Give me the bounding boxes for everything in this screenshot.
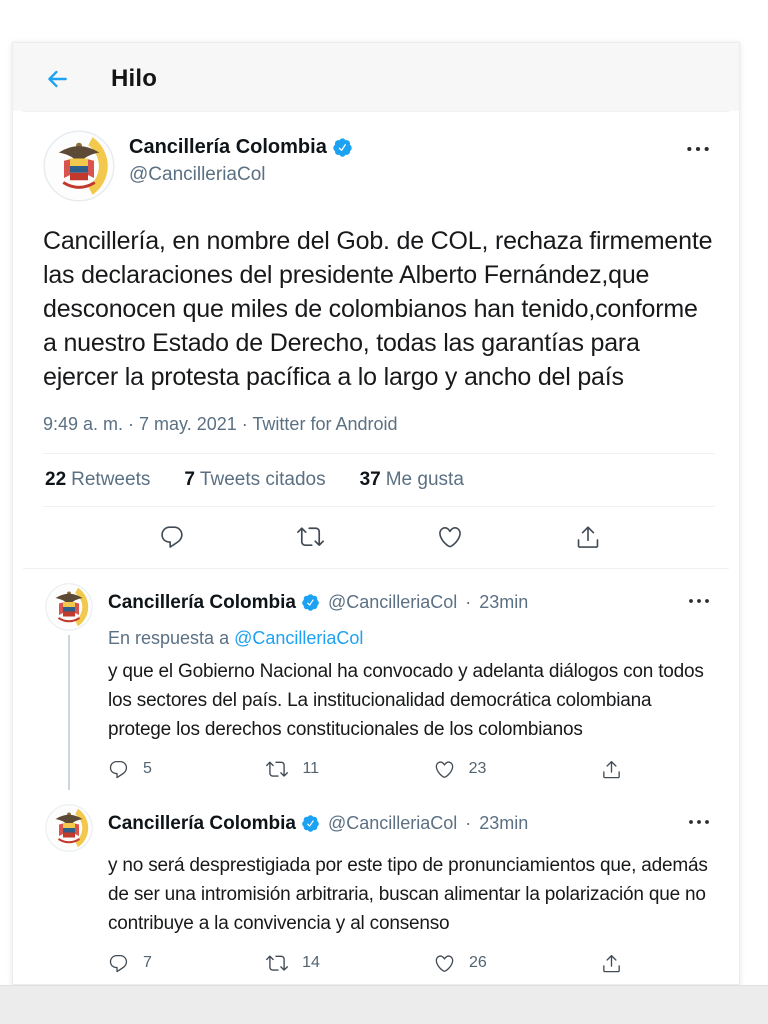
colombia-coat-of-arms-avatar[interactable] [45,583,93,631]
more-button[interactable] [681,806,717,843]
main-tweet-header [43,130,717,202]
reply-1-content [108,583,717,790]
share-upload-icon [575,524,601,550]
reply-button[interactable] [108,759,152,780]
reply-2-gutter [45,804,93,984]
tweet-timestamp: 9:49 a. m. · 7 may. 2021 · Twitter for Android [43,414,398,434]
like-button[interactable] [434,953,487,974]
share-button[interactable] [601,953,622,974]
thread-connector-line [68,635,70,790]
replying-to-prefix: En respuesta a [108,628,235,648]
meta-separator: · [465,592,472,612]
meta-separator: · [465,813,472,833]
back-button[interactable] [43,65,71,93]
retweet-icon [297,523,324,550]
likes-label: Me gusta [385,469,464,490]
quote-tweets-stat[interactable] [184,469,325,491]
retweet-count: 11 [302,760,320,777]
author-handle[interactable]: @CancilleriaCol [327,813,458,833]
top-margin [0,0,768,42]
retweet-button[interactable] [266,952,320,974]
verified-badge-icon [332,137,353,158]
reply-2-actions-row [108,952,668,974]
verified-badge-icon [301,814,320,833]
page-title: Hilo [111,65,158,92]
reply-2-content [108,804,717,984]
tweet-stats-row [43,454,717,506]
reply-1-gutter [45,583,93,790]
main-tweet [13,112,739,568]
author-handle[interactable]: @CancilleriaCol [129,164,266,185]
colombia-coat-of-arms-avatar[interactable] [43,130,115,202]
like-count: 26 [469,954,487,971]
share-upload-icon [601,759,622,780]
more-ellipsis-icon [685,136,711,162]
quote-tweets-count: 7 [184,469,195,490]
author-block [129,136,679,186]
more-ellipsis-icon [687,810,711,834]
reply-bubble-icon [159,524,185,550]
reply-count: 7 [143,954,152,971]
reply-1-nameline [108,583,717,622]
replying-to-mention[interactable]: @CancilleriaCol [234,628,364,648]
share-upload-icon [601,953,622,974]
reply-1-actions-row [108,758,668,780]
reply-2-nameline [108,804,717,843]
heart-icon [437,524,463,550]
thread-header [13,43,739,111]
share-button[interactable] [601,759,622,780]
share-button[interactable] [575,524,601,550]
twitter-thread-card [12,42,740,985]
retweet-button[interactable] [297,523,324,550]
author-name[interactable]: Cancillería Colombia [129,136,327,158]
verified-badge-icon [301,593,320,612]
retweet-icon [266,952,288,974]
tweet-actions-row [43,507,717,568]
author-handle[interactable]: @CancilleriaCol [327,592,458,612]
reply-tweet-1 [13,569,739,790]
back-arrow-icon [44,66,70,92]
retweet-icon [266,758,288,780]
retweets-label: Retweets [71,469,151,490]
like-count: 23 [468,760,487,777]
author-name[interactable]: Cancillería Colombia [108,812,296,834]
likes-stat[interactable] [360,469,464,491]
reply-tweet-2 [13,790,739,984]
retweets-stat[interactable] [45,469,150,491]
reply-count: 5 [143,760,152,777]
tweet-text: Cancillería, en nombre del Gob. de COL, rechaza firmemente las declaraciones del presidente Alberto Fernández,que desconocen que miles de colombianos han tenido,conforme a nuestro Estado de Derecho, todas las garantías para ejercer la protesta pacífica a lo largo y ancho del país [43,227,713,391]
reply-bubble-icon [108,953,129,974]
reply-text: y no será desprestigiada por este tipo de pronunciamientos que, además de ser una intromisión arbitraria, buscan alimentar la polarización que no contribuye a la convivencia y al consenso [108,855,708,934]
colombia-coat-of-arms-avatar[interactable] [45,804,93,852]
bottom-margin [0,985,768,1024]
retweet-button[interactable] [266,758,319,780]
heart-icon [434,759,455,780]
likes-count: 37 [359,469,381,490]
reply-button[interactable] [159,524,185,550]
more-button[interactable] [681,585,717,622]
retweet-count: 14 [302,954,320,971]
more-ellipsis-icon [687,589,711,613]
more-button[interactable] [679,132,717,171]
like-button[interactable] [434,759,487,780]
reply-text: y que el Gobierno Nacional ha convocado y adelanta diálogos con todos los sectores del país. La institucionalidad democrática colombiana protege los derechos constitucionales de los colombianos [108,661,704,740]
reply-time: 23min [479,592,529,612]
reply-time: 23min [479,813,529,833]
heart-icon [434,953,455,974]
quote-tweets-label: Tweets citados [199,469,326,490]
reply-button[interactable] [108,953,152,974]
like-button[interactable] [437,524,463,550]
author-name[interactable]: Cancillería Colombia [108,591,296,613]
reply-bubble-icon [108,759,129,780]
replying-to-line [108,628,717,649]
retweets-count: 22 [45,469,67,490]
